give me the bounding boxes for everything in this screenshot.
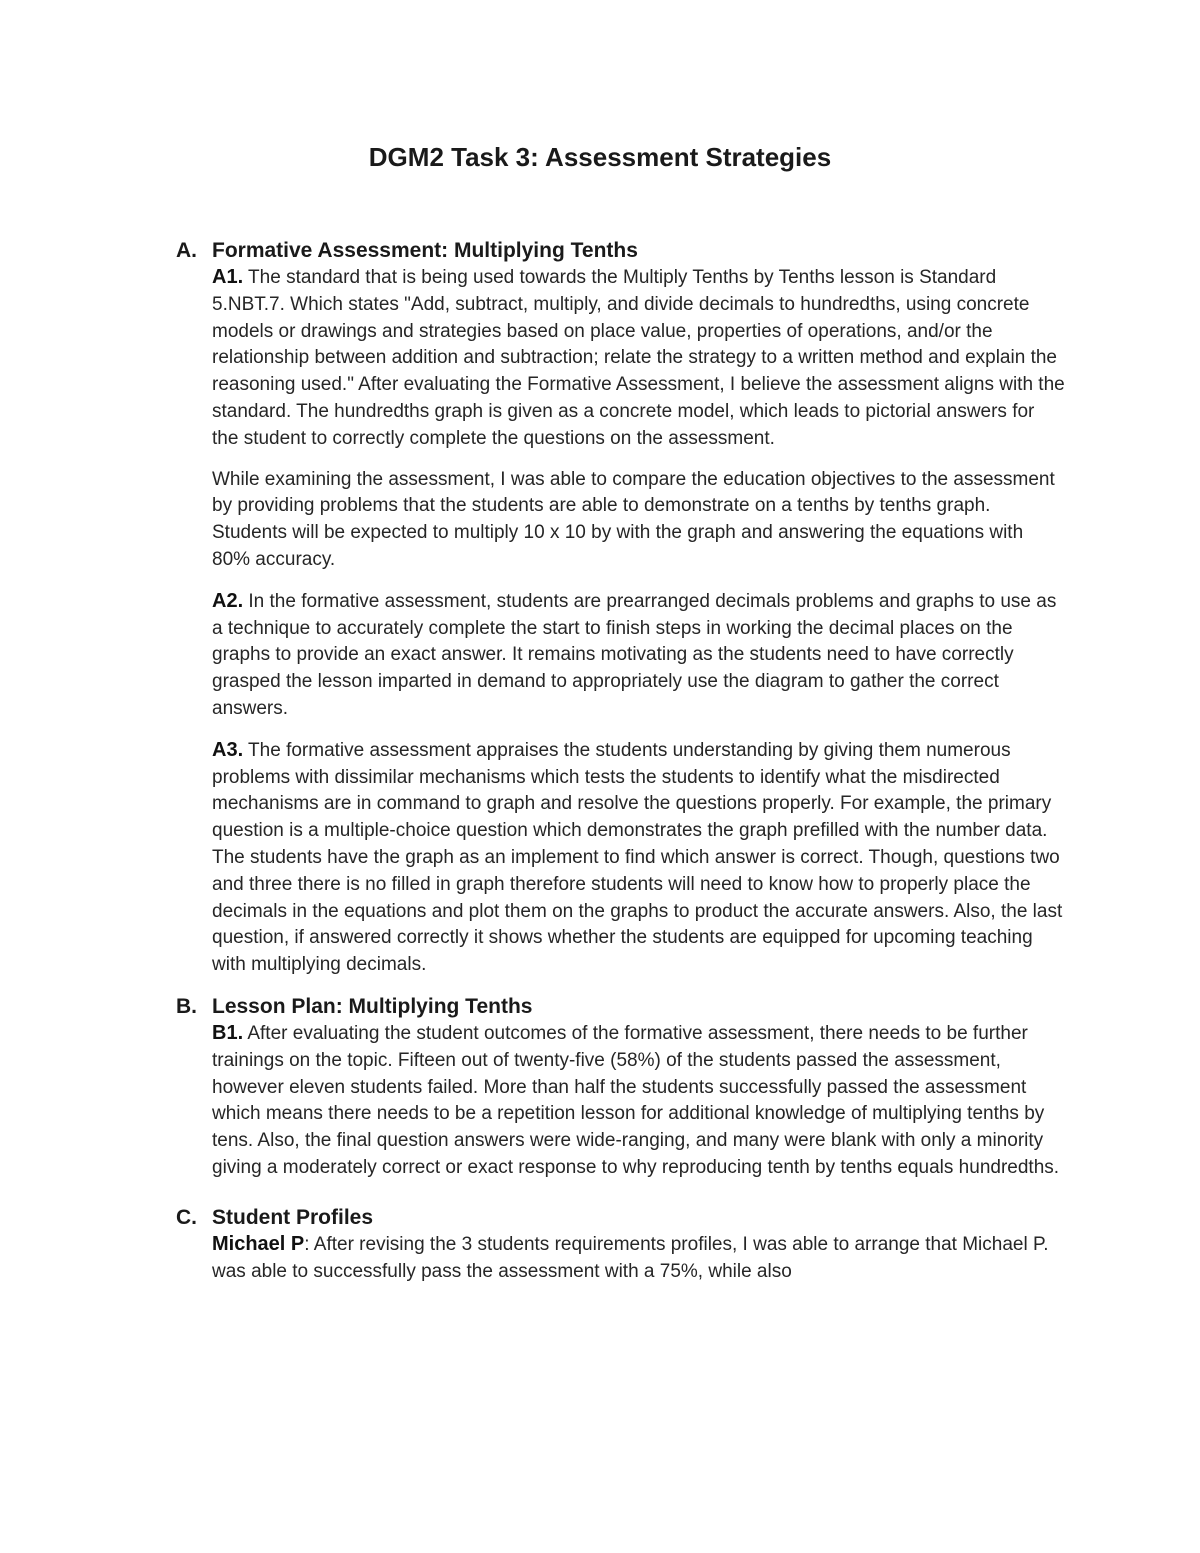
paragraph-label: A2.: [212, 589, 244, 612]
section-letter: A.: [176, 239, 197, 262]
section-letter: B.: [176, 994, 197, 1018]
paragraph-text: In the formative assessment, students are prearranged decimals problems and graphs to use as a technique to accurately complete the start to finish steps in working the decimal places on the graphs to provide an exact answer. It remains motivating as the students need to have correctly grasped the lesson imparted in demand to appropriately use the diagram to gather the correct answers.: [212, 590, 1057, 719]
section-student-profiles: [176, 1204, 1066, 1286]
paragraph-label: Michael P: [212, 1232, 305, 1255]
section-heading: Formative Assessment: Multiplying Tenths: [212, 239, 638, 262]
section-heading: Student Profiles: [212, 1205, 374, 1229]
section-letter: C.: [176, 1205, 197, 1229]
paragraph-text: The formative assessment appraises the students understanding by giving them numerous problems with dissimilar mechanisms which tests the students to identify what the misdirected mechanisms are in command to graph and resolve the questions properly. For example, the primary question is a multiple-choice question which demonstrates the graph prefilled with the number data. The students have the graph as an implement to find which answer is correct. Though, questions two and three there is no filled in graph therefore students will need to know how to properly place the decimals in the equations and plot them on the graphs to product the accurate answers. Also, the last question, if answered correctly it shows whether the students are equipped for upcoming teaching with multiplying decimals.: [212, 739, 1063, 976]
paragraph-b1: [212, 1020, 1066, 1182]
document-body: [176, 237, 1066, 1299]
paragraph-a3: [212, 737, 1066, 979]
paragraph-a2: [212, 588, 1066, 723]
paragraph-label: A1.: [212, 266, 244, 288]
section-heading: Lesson Plan: Multiplying Tenths: [212, 994, 533, 1018]
paragraph-a1: [212, 264, 1066, 453]
paragraph-text: : After revising the 3 students requirements profiles, I was able to arrange that Michael P. was able to successfully pass the assessment with a 75%, while also: [212, 1233, 1049, 1282]
paragraph-a1-continued: While examining the assessment, I was able to compare the education objectives to the assessment by providing problems that the students are able to demonstrate on a tenths by tenths graph. Students will be expected to multiply 10 x 10 by with the graph and answering the equations with 80% accuracy.: [212, 468, 1055, 570]
paragraph-label: B1.: [212, 1021, 244, 1044]
paragraph-label: A3.: [212, 738, 244, 761]
document-title: DGM2 Task 3: Assessment Strategies: [368, 142, 832, 172]
paragraph-text: After evaluating the student outcomes of the formative assessment, there needs to be further trainings on the topic. Fifteen out of twenty-five (58%) of the students passed the assessment, however eleven students failed. More than half the students successfully passed the assessment which means there needs to be a repetition lesson for additional knowledge of multiplying tenths by tens. Also, the final question answers were wide-ranging, and many were blank with only a minority giving a moderately correct or exact response to why reproducing tenth by tenths equals hundredths.: [212, 1022, 1060, 1178]
section-lesson-plan: [176, 993, 1066, 1182]
paragraph-text: The standard that is being used towards the Multiply Tenths by Tenths lesson is Standard 5.NBT.7. Which states "Add, subtract, multiply, and divide decimals to hundredths, using concrete models or drawings and strategies based on place value, properties of operations, and/or the relationship between addition and subtraction; relate the strategy to a written method and explain the reasoning used." After evaluating the Formative Assessment, I believe the assessment aligns with the standard. The hundredths graph is given as a concrete model, which leads to pictorial answers for the student to correctly complete the questions on the assessment.: [212, 267, 1065, 449]
paragraph-michael-p: [212, 1231, 1066, 1286]
section-formative-assessment: [176, 237, 1066, 979]
